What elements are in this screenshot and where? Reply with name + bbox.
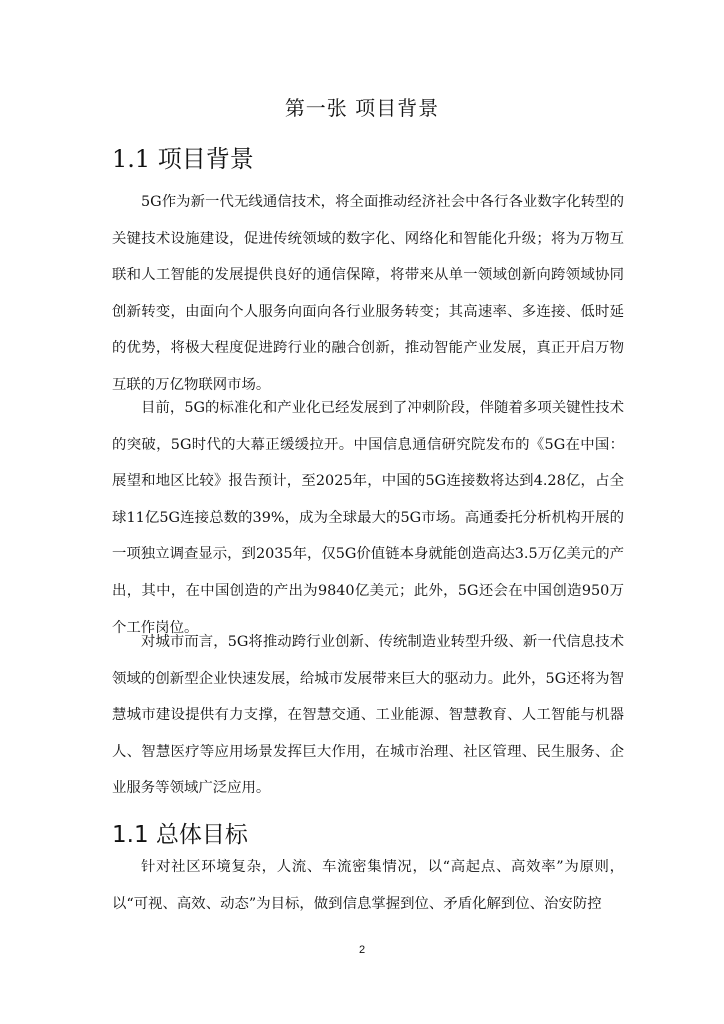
paragraph: 5G作为新一代无线通信技术，将全面推动经济社会中各行各业数字化转型的关键技术设施建设，促进传统领域的数字化、网络化和智能化升级；将为万物互联和人工智能的发展提供良好的通信保障，将带来从单一领域创新向跨领域协同创新转变，由面向个人服务向面向各行业服务转变；其高速率、多连接、低时延的优势，将极大程度促进跨行业的融合创新，推动智能产业发展，真正开启万物互联的万亿物联网市场。	[112, 194, 624, 393]
paragraph: 对城市而言，5G将推动跨行业创新、传统制造业转型升级、新一代信息技术领域的创新型企业快速发展，给城市发展带来巨大的驱动力。此外，5G还将为智慧城市建设提供有力支撑，在智慧交通、工业能源、智慧教育、人工智能与机器人、智慧医疗等应用场景发挥巨大作用，在城市治理、社区管理、民生服务、企业服务等领域广泛应用。	[112, 634, 624, 797]
paragraph: 针对社区环境复杂，人流、车流密集情况，以“高起点、高效率”为原则，以“可视、高效、动态”为目标，做到信息掌握到位、矛盾化解到位、治安防控	[112, 859, 624, 912]
paragraph: 目前，5G的标准化和产业化已经发展到了冲刺阶段，伴随着多项关键性技术的突破，5G时代的大幕正缓缓拉开。中国信息通信研究院发布的《5G在中国：展望和地区比较》报告预计，至2025年，中国的5G连接数将达到4.28亿，占全球11亿5G连接总数的39%，成为全球最大的5G市场。高通委托分析机构开展的一项独立调查显示，到2035年，仅5G价值链本身就能创造高达3.5万亿美元的产出，其中，在中国创造的产出为9840亿美元；此外，5G还会在中国创造950万个工作岗位。	[112, 400, 624, 636]
section-heading-project-background: 1.1 项目背景	[112, 145, 254, 173]
section-heading-overall-goal: 1.1 总体目标	[112, 822, 248, 848]
page-number: 2	[358, 944, 366, 956]
chapter-title: 第一张 项目背景	[284, 96, 440, 120]
